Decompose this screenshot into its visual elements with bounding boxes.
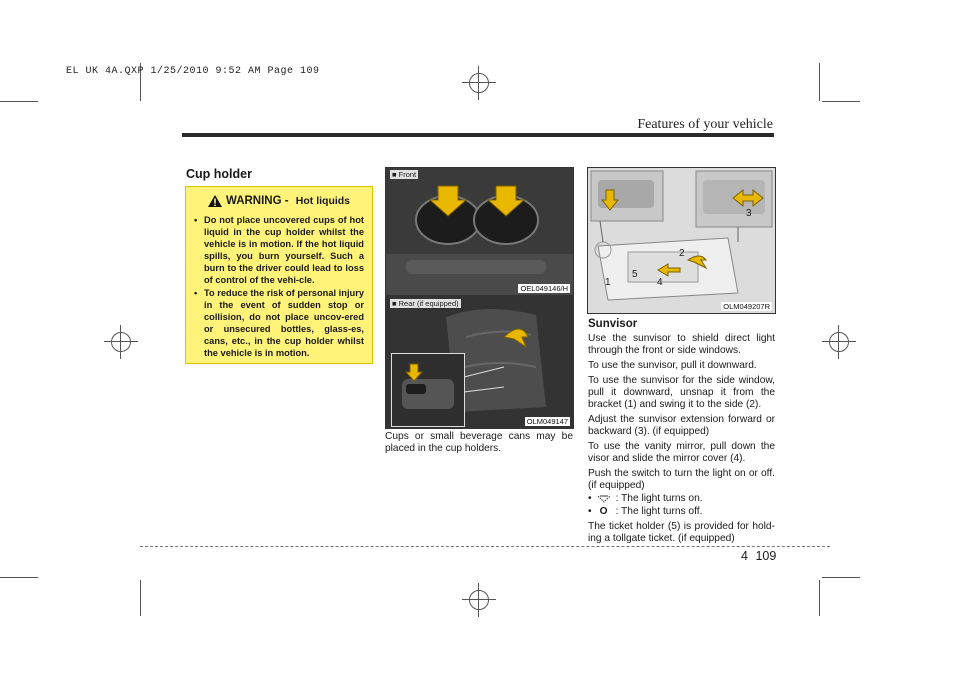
front-cup-holder-illustration [386,168,573,295]
crop-mark [819,580,820,616]
callout-4: 4 [657,277,663,288]
paragraph: To use the vanity mirror, pull down the visor and slide the mirror cover (4). [588,441,775,464]
bullet-text: : The light turns off. [615,506,703,517]
photo-caption-front: ■ Front [392,170,417,179]
crop-mark [0,101,38,102]
crop-mark [822,577,860,578]
footer-divider [140,546,830,547]
photo-front-cup-holder [385,167,574,296]
registration-mark-right [822,325,856,359]
paragraph: Use the sunvisor to shield direct light through the front or side windows. [588,333,775,356]
section-title-sunvisor: Sunvisor [588,318,638,330]
paragraph: Push the switch to turn the light on or off. (if equipped) [588,468,775,491]
sunvisor-body [588,333,775,548]
cup-holder-body [385,431,573,458]
crop-mark [140,580,141,616]
paragraph: To use the sunvisor, pull it downward. [588,360,757,371]
registration-mark-bottom [462,583,496,617]
bullet-light-on: • : The light turns on. [588,493,703,504]
photo-rear-cup-holder [385,296,574,429]
callout-3: 3 [746,208,752,219]
callout-2: 2 [679,248,685,259]
page-number-area [741,549,776,563]
light-off-icon: O [599,506,608,517]
page-number: 109 [755,549,777,563]
bullet-text: : The light turns on. [615,493,703,504]
registration-mark-top [462,66,496,100]
inset-armrest-illustration [392,354,464,426]
running-header: Features of your vehicle [637,117,773,132]
warning-heading [186,195,372,207]
photo-caption-rear: ■ Rear (if equipped) [392,299,459,308]
crop-mark [819,63,820,101]
paragraph: To use the sunvisor for the side window, pull it downward, unsnap it from the bracket (1) and swing it to the side (2). [588,375,775,410]
photo-sunvisor [587,167,776,314]
warning-item: • To reduce the risk of personal injury in the event of sudden stop or collision, do not place uncov-ered or unsecured bottles, glass-es, cans, etc., in the cup holder whilst the vehicle is in motion. [194,287,364,359]
warning-label: WARNING - [225,195,292,207]
warning-box [185,186,373,364]
warning-list [194,214,364,359]
registration-mark-left [104,325,138,359]
figure-code: OLM049207R [723,302,770,311]
figure-code: OLM049147 [526,417,568,426]
crop-mark [822,101,860,102]
figure-code: OEL049146/H [520,284,568,293]
section-title-cup-holder: Cup holder [186,167,252,181]
bullet-light-off: • O : The light turns off. [588,506,703,517]
print-slug: EL UK 4A.QXP 1/25/2010 9:52 AM Page 109 [66,66,320,77]
paragraph: The ticket holder (5) is provided for hold-ing a tollgate ticket. (if equipped) [588,521,775,544]
crop-mark [0,577,38,578]
sunvisor-illustration [588,168,775,313]
warning-title: Hot liquids [295,195,351,207]
rear-inset-photo [391,353,465,427]
paragraph: Cups or small beverage cans may be placed in the cup holders. [385,431,573,454]
warning-triangle-icon [208,195,222,207]
warning-item: • Do not place uncovered cups of hot liquid in the cup holder whilst the vehicle is in motion. If the hot liquid spills, you burn yourself. Such a burn to the driver could lead to loss of control of the vehi-cle. [194,214,364,286]
callout-5: 5 [632,269,638,280]
chapter-number: 4 [741,549,748,563]
light-on-icon [596,494,612,504]
header-rule [182,133,774,137]
paragraph: Adjust the sunvisor extension forward or backward (3). (if equipped) [588,414,775,437]
callout-1: 1 [605,277,611,288]
